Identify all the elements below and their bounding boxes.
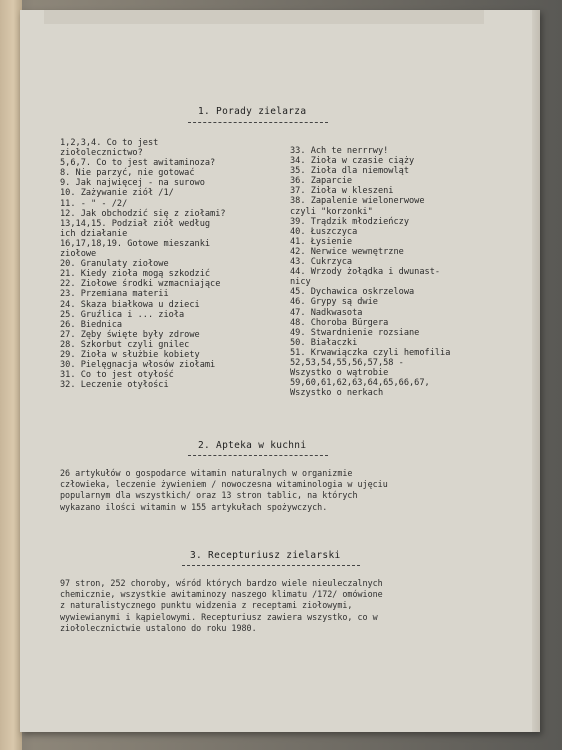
contents-line: 38. Zapalenie wielonerwowe xyxy=(290,196,425,207)
contents-line: 41. Łysienie xyxy=(290,236,353,247)
contents-line: 34. Zioła w czasie ciąży xyxy=(290,156,415,167)
contents-line: 40. Łuszczyca xyxy=(290,226,358,237)
contents-line: 49. Stwardnienie rozsiane xyxy=(290,327,420,338)
contents-line: 21. Kiedy zioła mogą szkodzić xyxy=(60,269,211,280)
section-2-description: 26 artykułów o gospodarce witamin naturalnych w organizmie człowieka, leczenie żywieniem / nowoczesna witaminologia w ujęciu popularnym dla wszystkich/ oraz 13 stron tablic, na których wykazano ilości witamin w 155 artykułach spożywczych. xyxy=(60,468,388,512)
contents-line: 8. Nie parzyć, nie gotować xyxy=(60,168,195,179)
section-3-underline xyxy=(182,565,360,566)
contents-line: 26. Biednica xyxy=(60,319,123,330)
section-1-right-column xyxy=(290,146,450,398)
contents-line: 31. Co to jest otyłość xyxy=(60,370,174,381)
contents-line: 48. Choroba Bürgera xyxy=(290,317,389,328)
contents-line: 1,2,3,4. Co to jest xyxy=(60,138,159,148)
contents-line: 12. Jak obchodzić się z ziołami? xyxy=(60,208,226,219)
contents-line: 37. Zioła w kleszeni xyxy=(290,186,394,197)
contents-line: 10. Zażywanie ziół /1/ xyxy=(60,188,174,199)
contents-line: ziołowe xyxy=(60,249,97,260)
contents-line: 52,53,54,55,56,57,58 - xyxy=(290,357,404,368)
contents-line: 25. Gruźlica i ... zioła xyxy=(60,309,185,320)
contents-line: 27. Zęby święte były zdrowe xyxy=(60,329,200,340)
contents-line: 9. Jak najwięcej - na surowo xyxy=(60,178,205,189)
contents-line: nicy xyxy=(290,277,311,288)
contents-line: 47. Nadkwasota xyxy=(290,307,363,318)
contents-line: 35. Zioła dla niemowląt xyxy=(290,166,409,177)
contents-line: 23. Przemiana materii xyxy=(60,289,169,300)
contents-line: 33. Ach te nerrrwy! xyxy=(290,146,389,156)
contents-line: 5,6,7. Co to jest awitaminoza? xyxy=(60,158,216,169)
section-2-underline xyxy=(188,455,328,456)
contents-line: 39. Trądzik młodzieńczy xyxy=(290,216,409,227)
contents-line: ziołolecznictwo? xyxy=(60,148,143,159)
contents-line: 13,14,15. Podział ziół według xyxy=(60,218,211,229)
contents-line: 44. Wrzody żołądka i dwunast- xyxy=(290,267,441,278)
page-edge xyxy=(532,10,540,732)
contents-line: 30. Pielęgnacja włosów ziołami xyxy=(60,360,216,371)
contents-line: 42. Nerwice wewnętrzne xyxy=(290,246,404,257)
contents-line: 43. Cukrzyca xyxy=(290,257,353,268)
page-top-strip xyxy=(44,10,484,24)
contents-line: 29. Zioła w służbie kobiety xyxy=(60,349,200,360)
section-2-title: 2. Apteka w kuchni xyxy=(198,440,307,451)
contents-line: 32. Leczenie otyłości xyxy=(60,380,169,391)
contents-line: 51. Krwawiączka czyli hemofilia xyxy=(290,347,451,358)
contents-line: 11. - " - /2/ xyxy=(60,198,128,209)
book-binding xyxy=(0,0,22,750)
contents-line: 59,60,61,62,63,64,65,66,67, xyxy=(290,378,430,389)
contents-line: 36. Zaparcie xyxy=(290,176,353,187)
section-3-description: 97 stron, 252 choroby, wśród których bardzo wiele nieuleczalnych chemicznie, wszystkie awitaminozy naszego klimatu /172/ omówione z naturalistycznego punktu widzenia z receptami ziołowymi, wywiewianymi i kąpielowymi. Recepturiusz zawiera wszystko, co w ziołolecznictwie ustalono do roku 1980. xyxy=(60,578,383,633)
contents-line: 46. Grypy są dwie xyxy=(290,297,378,308)
section-1-underline xyxy=(188,122,328,123)
section-1-left-column xyxy=(60,138,226,390)
contents-line: 28. Szkorbut czyli gnilec xyxy=(60,339,190,350)
document-page xyxy=(20,10,540,732)
contents-line: czyli "korzonki" xyxy=(290,206,373,217)
contents-line: 50. Białaczki xyxy=(290,337,358,348)
contents-line: Wszystko o wątrobie xyxy=(290,368,389,379)
section-3-title: 3. Recepturiusz zielarski xyxy=(190,550,341,561)
contents-line: 20. Granulaty ziołowe xyxy=(60,259,169,270)
contents-line: Wszystko o nerkach xyxy=(290,388,384,399)
contents-line: ich działanie xyxy=(60,228,128,239)
section-1-title: 1. Porady zielarza xyxy=(198,106,307,117)
contents-line: 45. Dychawica oskrzelowa xyxy=(290,287,415,298)
contents-line: 22. Ziołowe środki wzmacniające xyxy=(60,279,221,290)
contents-line: 16,17,18,19. Gotowe mieszanki xyxy=(60,238,211,249)
contents-line: 24. Skaza białkowa u dzieci xyxy=(60,299,200,310)
